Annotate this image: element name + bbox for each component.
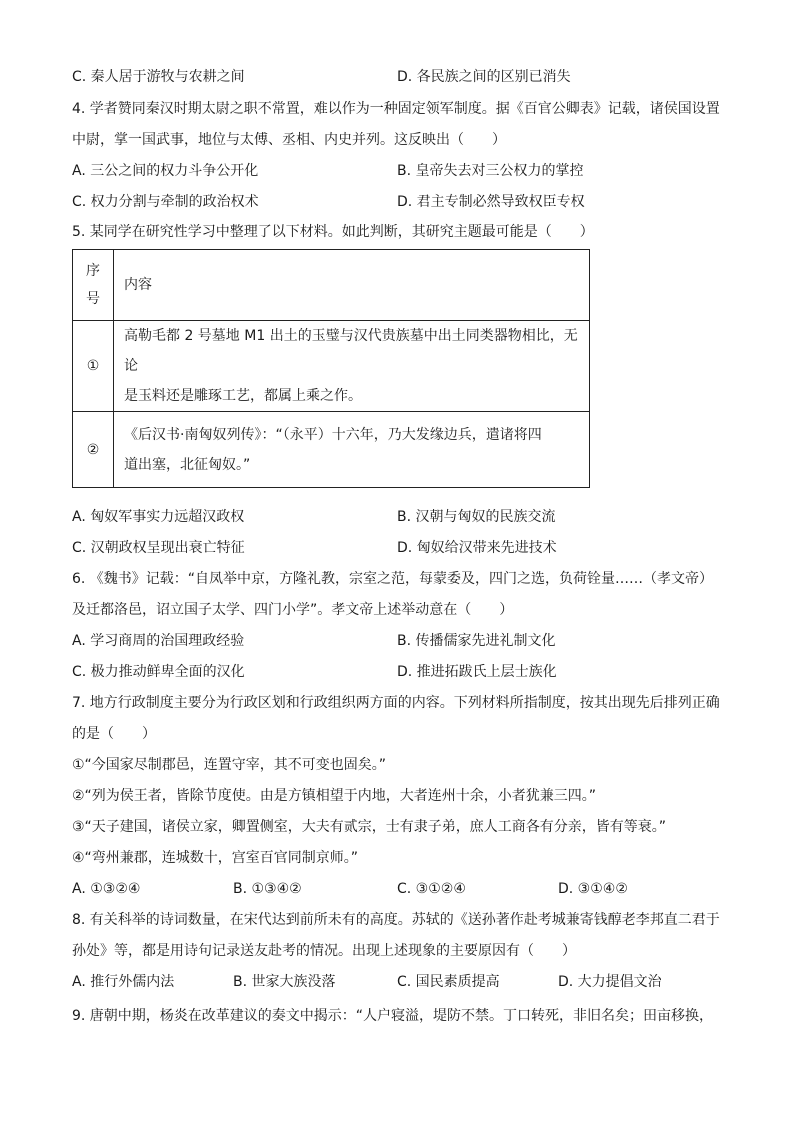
q6-option-d: D. 推进拓跋氏上层士族化 — [397, 664, 557, 680]
q7-material-1: ①“今国家尽制郡邑，连置守宰，其不可变也固矣。” — [72, 757, 387, 773]
q4-option-a: A. 三公之间的权力斗争公开化 — [72, 163, 259, 179]
q7-option-d: D. ③①④② — [558, 881, 628, 897]
q4-option-c: C. 权力分割与牵制的政治权术 — [72, 194, 259, 210]
q9-stem-line1: 9. 唐朝中期，杨炎在改革建议的奏文中揭示：“人户寝溢，堤防不禁。丁口转死，非旧名矣；田亩移换， — [72, 1008, 714, 1024]
q8-stem-line1: 8. 有关科举的诗词数量，在宋代达到前所未有的高度。苏轼的《送孙著作赴考城兼寄钱醇老李邦直二君于 — [72, 912, 720, 928]
q5-option-a: A. 匈奴军事实力远超汉政权 — [72, 509, 245, 525]
q7-option-a: A. ①③②④ — [72, 881, 141, 897]
q4-stem-line1: 4. 学者赞同秦汉时期太尉之职不常置，难以作为一种固定领军制度。据《百官公卿表》记载，诸侯国设置 — [72, 101, 720, 117]
table-header-row — [73, 250, 590, 321]
row-content-line1: 高勒毛都 2 号墓地 M1 出土的玉璧与汉代贵族墓中出土同类器物相比，无论 — [124, 328, 578, 374]
q5-option-d: D. 匈奴给汉带来先进技术 — [397, 540, 557, 556]
row-content-line2: 道出塞，北征匈奴。” — [124, 456, 251, 473]
q7-material-2: ②“列为侯王者，皆除节度使。由是方镇相望于内地，大者连州十余，小者犹兼三四。” — [72, 788, 597, 804]
q4-option-d: D. 君主专制必然导致权臣专权 — [397, 194, 585, 210]
q6-option-c: C. 极力推动鲜卑全面的汉化 — [72, 664, 245, 680]
q5-stem: 5. 某同学在研究性学习中整理了以下材料。如此判断，其研究主题最可能是（ ） — [72, 224, 594, 240]
q6-stem-line2: 及迁都洛邑，诏立国子太学、四门小学”。孝文帝上述举动意在（ ） — [72, 602, 514, 618]
q8-option-d: D. 大力提倡文治 — [558, 974, 662, 990]
header-index-cell — [73, 250, 114, 321]
header-content-cell — [114, 250, 590, 321]
row-content-line2: 是玉料还是雕琢工艺，都属上乘之作。 — [124, 388, 362, 404]
q8-option-a: A. 推行外儒内法 — [72, 974, 175, 990]
header-index-char1: 序 — [86, 263, 100, 279]
header-content-label: 内容 — [124, 277, 152, 293]
q5-option-c: C. 汉朝政权呈现出衰亡特征 — [72, 540, 245, 556]
q7-option-c: C. ③①②④ — [397, 881, 466, 897]
q6-option-a: A. 学习商周的治国理政经验 — [72, 633, 245, 649]
row-content — [114, 412, 590, 488]
table-row — [73, 412, 590, 488]
q8-stem-line2: 孙处》等，都是用诗句记录送友赴考的情况。出现上述现象的主要原因有（ ） — [72, 943, 576, 959]
q6-option-b: B. 传播儒家先进礼制文化 — [397, 633, 556, 649]
table-row — [73, 321, 590, 412]
row-index: ① — [73, 321, 114, 412]
q5-option-b: B. 汉朝与匈奴的民族交流 — [397, 509, 556, 525]
q3-option-c: C. 秦人居于游牧与农耕之间 — [72, 69, 245, 85]
row-index: ② — [73, 412, 114, 488]
header-index-char2: 号 — [86, 291, 100, 307]
q8-option-b: B. 世家大族没落 — [233, 974, 336, 990]
q5-material-table — [72, 249, 590, 488]
q3-option-d: D. 各民族之间的区别已消失 — [397, 69, 571, 85]
row-content — [114, 321, 590, 412]
q7-stem-line2: 的是（ ） — [72, 726, 156, 742]
q7-option-b: B. ①③④② — [233, 881, 302, 897]
q4-option-b: B. 皇帝失去对三公权力的掌控 — [397, 163, 584, 179]
row-content-line1: 《后汉书·南匈奴列传》：“（永平）十六年，乃大发缘边兵，遣诸将四 — [124, 426, 542, 443]
q7-stem-line1: 7. 地方行政制度主要分为行政区划和行政组织两方面的内容。下列材料所指制度，按其出现先后排列正确 — [72, 695, 720, 711]
q7-material-3: ③“天子建国，诸侯立家，卿置侧室，大夫有贰宗，士有隶子弟，庶人工商各有分亲，皆有等衰。” — [72, 819, 667, 835]
q6-stem-line1: 6. 《魏书》记载：“自凤举中京，方隆礼教，宗室之范，每蒙委及，四门之选，负荷铨量……（孝文帝） — [72, 571, 714, 587]
q8-option-c: C. 国民素质提高 — [397, 974, 500, 990]
q4-stem-line2: 中尉，掌一国武事，地位与太傅、丞相、内史并列。这反映出（ ） — [72, 132, 506, 148]
q7-material-4: ④“弯州兼郡，连城数十，宫室百官同制京师。” — [72, 850, 359, 866]
